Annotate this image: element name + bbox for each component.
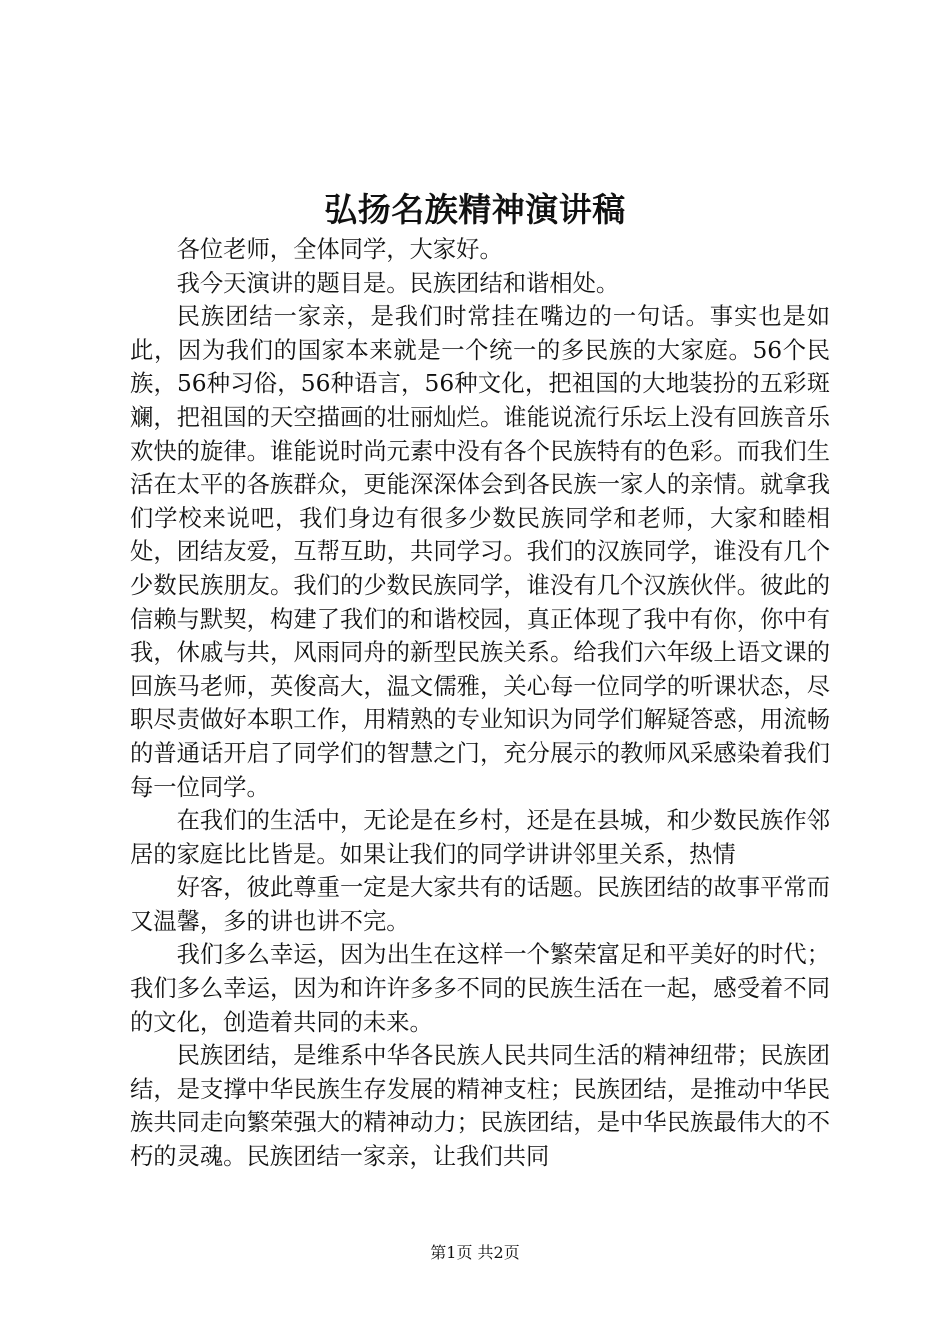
paragraph-neighbors: 在我们的生活中，无论是在乡村，还是在县城，和少数民族作邻居的家庭比比皆是。如果让我们的同学讲讲邻里关系，热情 bbox=[130, 807, 830, 868]
paragraph-hospitality: 好客，彼此尊重一定是大家共有的话题。民族团结的故事平常而又温馨，多的讲也讲不完。 bbox=[130, 874, 830, 935]
paragraph-topic: 我今天演讲的题目是。民族团结和谐相处。 bbox=[176, 269, 620, 297]
paragraph-fortune: 我们多么幸运，因为出生在这样一个繁荣富足和平美好的时代；我们多么幸运，因为和许许多多不同的民族生活在一起，感受着不同的文化，创造着共同的未来。 bbox=[130, 941, 830, 1036]
paragraph-spirit: 民族团结，是维系中华各民族人民共同生活的精神纽带；民族团结，是支撑中华民族生存发展的精神支柱；民族团结，是推动中华民族共同走向繁荣强大的精神动力；民族团结，是中华民族最伟大的不朽的灵魂。民族团结一家亲，让我们共同 bbox=[130, 1042, 830, 1171]
page-number-footer: 第1页 共2页 bbox=[430, 1243, 520, 1262]
document-title: 弘扬名族精神演讲稿 bbox=[324, 190, 626, 229]
paragraph-unity: 民族团结一家亲，是我们时常挂在嘴边的一句话。事实也是如此，因为我们的国家本来就是一个统一的多民族的大家庭。56个民族，56种习俗，56种语言，56种文化，把祖国的大地装扮的五彩斑斓，把祖国的天空描画的壮丽灿烂。谁能说流行乐坛上没有回族音乐欢快的旋律。谁能说时尚元素中没有各个民族特有的色彩。而我们生活在太平的各族群众，更能深深体会到各民族一家人的亲情。就拿我们学校来说吧，我们身边有很多少数民族同学和老师，大家和睦相处，团结友爱，互帮互助，共同学习。我们的汉族同学，谁没有几个少数民族朋友。我们的少数民族同学，谁没有几个汉族伙伴。彼此的信赖与默契，构建了我们的和谐校园，真正体现了我中有你，你中有我，休戚与共，风雨同舟的新型民族关系。给我们六年级上语文课的回族马老师，英俊高大，温文儒雅，关心每一位同学的听课状态，尽职尽责做好本职工作，用精熟的专业知识为同学们解疑答惑，用流畅的普通话开启了同学们的智慧之门，充分展示的教师风采感染着我们每一位同学。 bbox=[130, 303, 830, 801]
paragraph-greeting: 各位老师，全体同学，大家好。 bbox=[176, 236, 503, 263]
document-body bbox=[130, 233, 830, 1174]
